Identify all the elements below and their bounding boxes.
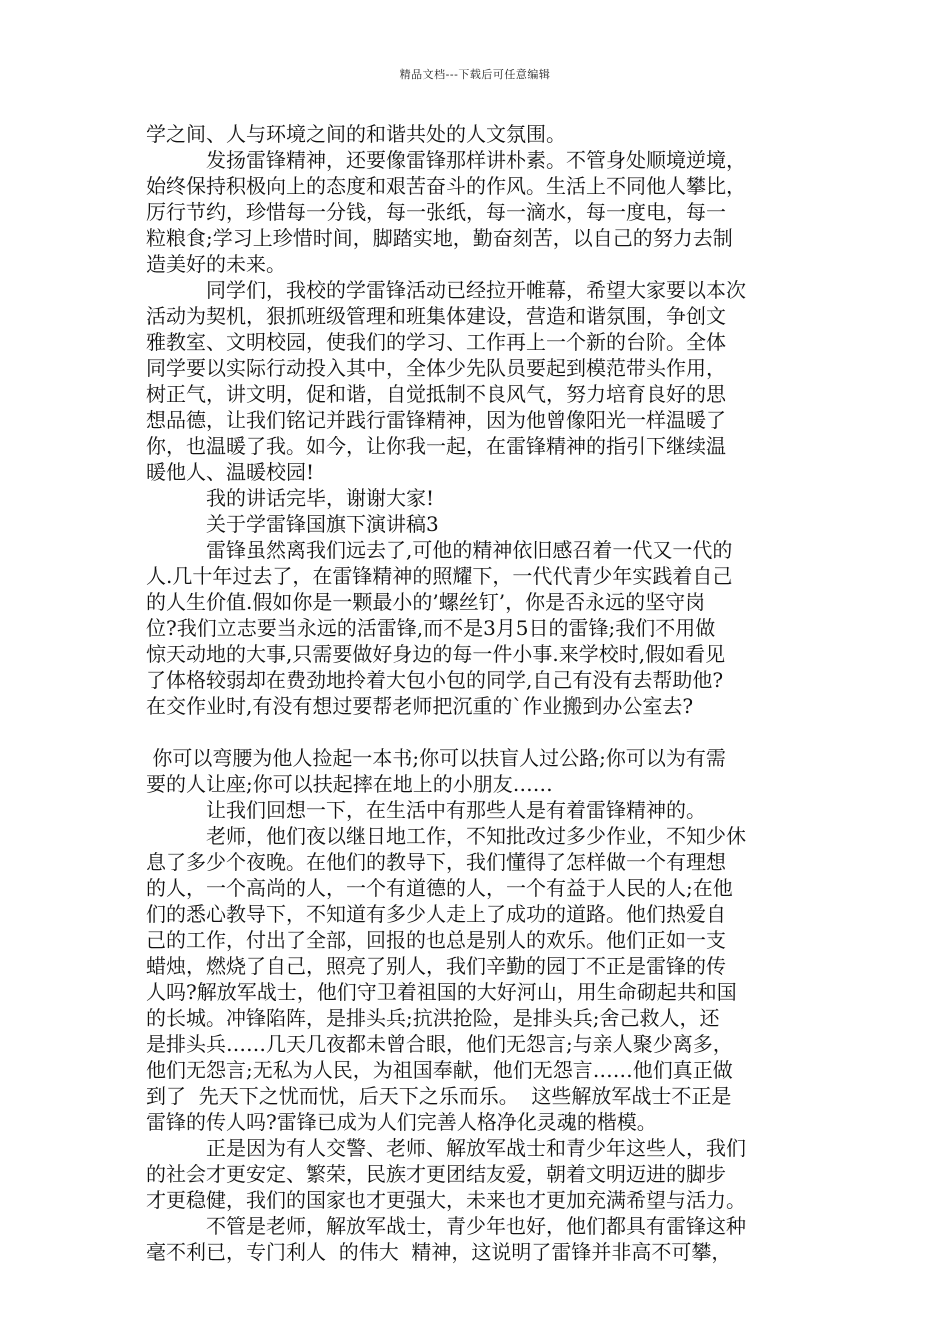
text-line: 活动为契机，狠抓班级管理和班集体建设，营造和谐氛围，争创文 (146, 304, 726, 328)
section-title: 关于学雷锋国旗下演讲稿3 (146, 512, 439, 536)
text-line: 想品德，让我们铭记并践行雷锋精神，因为他曾像阳光一样温暖了 (146, 408, 726, 432)
paragraph-line: 让我们回想一下，在生活中有那些人是有着雷锋精神的。 (146, 798, 706, 822)
text-line: 树正气，讲文明，促和谐，自觉抵制不良风气，努力培育良好的思 (146, 382, 726, 406)
text-line: 的长城。冲锋陷阵，是排头兵;抗洪抢险，是排头兵;舍己救人，还 (146, 1006, 720, 1030)
text-line: 的社会才更安定、繁荣，民族才更团结友爱，朝着文明迈进的脚步 (146, 1162, 726, 1186)
paragraph-line: 你可以弯腰为他人捡起一本书;你可以扶盲人过公路;你可以为有需 (146, 746, 726, 770)
paragraph-line: 我的讲话完毕，谢谢大家! (146, 486, 435, 510)
text-line: 己的工作，付出了全部，回报的也总是别人的欢乐。他们正如一支 (146, 928, 726, 952)
text-line: 蜡烛，燃烧了自己，照亮了别人，我们辛勤的园丁不正是雷锋的传 (146, 954, 726, 978)
text-line: 人吗?解放军战士，他们守卫着祖国的大好河山，用生命砌起共和国 (146, 980, 737, 1004)
text-line: 到了 先天下之忧而忧，后天下之乐而乐。 这些解放军战士不正是 (146, 1084, 732, 1108)
paragraph-line: 正是因为有人交警、老师、解放军战士和青少年这些人，我们 (146, 1136, 746, 1160)
blank-line (146, 719, 811, 745)
text-line: 们的悉心教导下，不知道有多少人走上了成功的道路。他们热爱自 (146, 902, 726, 926)
paragraph-line: 不管是老师，解放军战士，青少年也好，他们都具有雷锋这种 (146, 1214, 746, 1238)
paragraph-line: 发扬雷锋精神，还要像雷锋那样讲朴素。不管身处顺境逆境， (146, 148, 746, 172)
paragraph-line: 雷锋虽然离我们远去了,可他的精神依旧感召着一代又一代的 (146, 538, 733, 562)
text-line: 造美好的未来。 (146, 252, 286, 276)
text-line: 惊天动地的大事,只需要做好身边的每一件小事.来学校时,假如看见 (146, 642, 726, 666)
paragraph-line: 老师，他们夜以继日地工作，不知批改过多少作业，不知少休 (146, 824, 746, 848)
text-line: 是排头兵……几天几夜都未曾合眼，他们无怨言;与亲人聚少离多， (146, 1032, 733, 1056)
text-line: 粒粮食;学习上珍惜时间，脚踏实地，勤奋刻苦，以自己的努力去制 (146, 226, 733, 250)
text-line: 人.几十年过去了，在雷锋精神的照耀下，一代代青少年实践着自己 (146, 564, 733, 588)
text-line: 雷锋的传人吗?雷锋已成为人们完善人格净化灵魂的楷模。 (146, 1110, 657, 1134)
text-line: 要的人让座;你可以扶起摔在地上的小朋友…… (146, 772, 553, 796)
text-line: 在交作业时,有没有想过要帮老师把沉重的`作业搬到办公室去? (146, 694, 694, 718)
text-line: 暖他人、温暖校园! (146, 460, 315, 484)
text-line: 位?我们立志要当永远的活雷锋,而不是3月5日的雷锋;我们不用做 (146, 616, 716, 640)
text-line: 了体格较弱却在费劲地拎着大包小包的同学,自己有没有去帮助他? (146, 668, 724, 692)
paragraph-line: 同学们，我校的学雷锋活动已经拉开帷幕，希望大家要以本次 (146, 278, 746, 302)
text-line: 学之间、人与环境之间的和谐共处的人文氛围。 (146, 122, 566, 146)
text-line: 厉行节约，珍惜每一分钱，每一张纸，每一滴水，每一度电，每一 (146, 200, 726, 224)
text-line: 同学要以实际行动投入其中，全体少先队员要起到模范带头作用， (146, 356, 726, 380)
text-line: 始终保持积极向上的态度和艰苦奋斗的作风。生活上不同他人攀比， (146, 174, 746, 198)
text-line: 雅教室、文明校园，使我们的学习、工作再上一个新的台阶。全体 (146, 330, 726, 354)
text-line: 他们无怨言;无私为人民，为祖国奉献，他们无怨言……他们真正做 (146, 1058, 733, 1082)
text-line: 息了多少个夜晚。在他们的教导下，我们懂得了怎样做一个有理想 (146, 850, 726, 874)
text-line: 你，也温暖了我。如今，让你我一起，在雷锋精神的指引下继续温 (146, 434, 726, 458)
text-line: 的人，一个高尚的人，一个有道德的人，一个有益于人民的人;在他 (146, 876, 733, 900)
page-header: 精品文档---下载后可任意编辑 (399, 68, 551, 81)
document-body (146, 121, 811, 1265)
text-line: 毫不利已，专门利人 的伟大 精神，这说明了雷锋并非高不可攀， (146, 1240, 732, 1264)
text-line: 才更稳健，我们的国家也才更强大，未来也才更加充满希望与活力。 (146, 1188, 746, 1212)
text-line: 的人生价值.假如你是一颗最小的’螺丝钉’，你是否永远的坚守岗 (146, 590, 706, 614)
